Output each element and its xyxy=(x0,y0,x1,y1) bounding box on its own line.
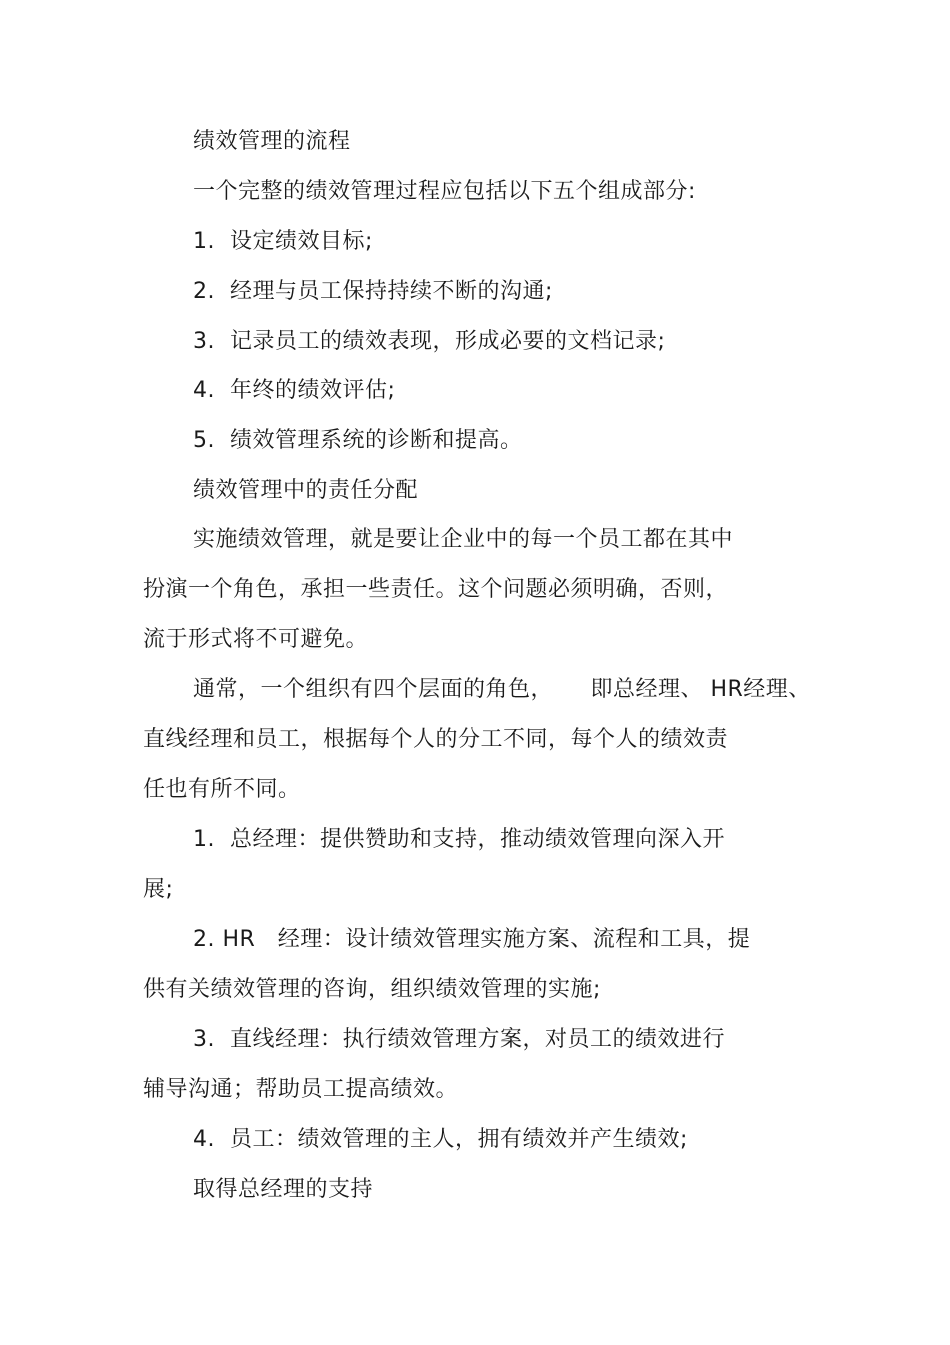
paragraph-line: 直线经理和员工，根据每个人的分工不同，每个人的绩效责 xyxy=(143,727,729,752)
paragraph-intro: 一个完整的绩效管理过程应包括以下五个组成部分: xyxy=(193,179,696,204)
role-item-2-cont: 供有关绩效管理的咨询，组织绩效管理的实施; xyxy=(143,977,601,1002)
list-item-5: 5. 绩效管理系统的诊断和提高。 xyxy=(193,428,523,453)
list-item-1: 1. 设定绩效目标; xyxy=(193,229,373,254)
paragraph-line: 流于形式将不可避免。 xyxy=(143,627,369,652)
role-item-3-cont: 辅导沟通；帮助员工提高绩效。 xyxy=(143,1077,459,1102)
role-item-3: 3. 直线经理：执行绩效管理方案，对员工的绩效进行 xyxy=(193,1027,725,1052)
section-heading-responsibility: 绩效管理中的责任分配 xyxy=(193,478,419,503)
role-item-4: 4. 员工：绩效管理的主人，拥有绩效并产生绩效; xyxy=(193,1127,688,1152)
section-heading-process: 绩效管理的流程 xyxy=(193,129,351,154)
paragraph-line: 实施绩效管理，就是要让企业中的每一个员工都在其中 xyxy=(193,527,734,552)
list-item-3: 3. 记录员工的绩效表现，形成必要的文档记录; xyxy=(193,329,666,354)
role-item-1-cont: 展; xyxy=(143,877,174,902)
role-item-2: 2. HR 经理：设计绩效管理实施方案、流程和工具，提 xyxy=(193,927,751,952)
section-heading-support: 取得总经理的支持 xyxy=(193,1177,374,1202)
paragraph-line: 扮演一个角色，承担一些责任。这个问题必须明确，否则， xyxy=(143,577,729,602)
paragraph-line: 任也有所不同。 xyxy=(143,777,301,802)
paragraph-line: 通常，一个组织有四个层面的角色， 即总经理、 HR经理、 xyxy=(193,677,811,702)
list-item-4: 4. 年终的绩效评估; xyxy=(193,378,396,403)
role-item-1: 1. 总经理：提供赞助和支持，推动绩效管理向深入开 xyxy=(193,827,725,852)
list-item-2: 2. 经理与员工保持持续不断的沟通; xyxy=(193,279,553,304)
